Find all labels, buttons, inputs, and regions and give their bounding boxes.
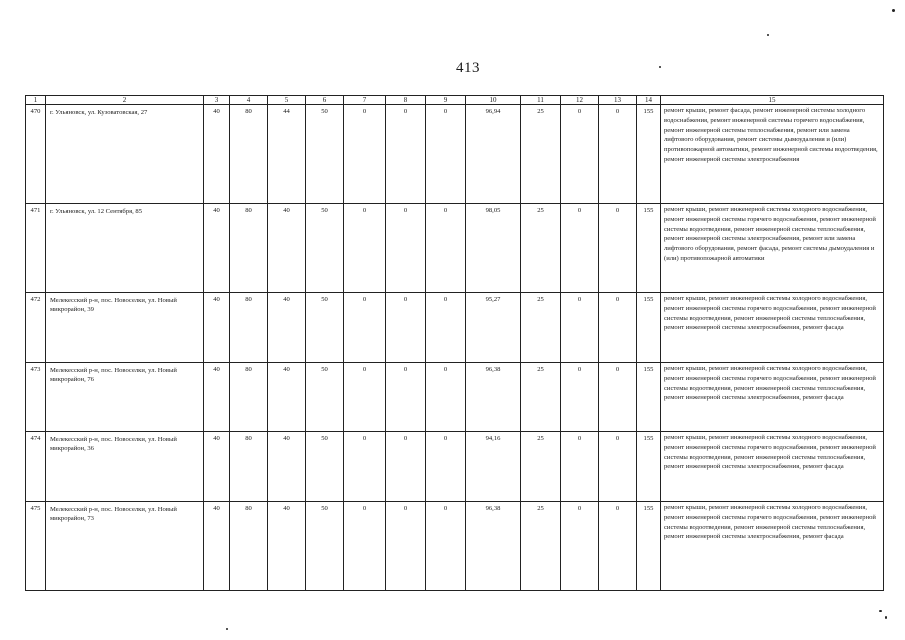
- value-cell: 0: [426, 502, 466, 591]
- row-number: 473: [26, 363, 46, 432]
- value-cell: 40: [268, 502, 306, 591]
- scan-speck: [892, 9, 895, 12]
- value-cell: 0: [386, 204, 426, 293]
- value-cell: 0: [386, 502, 426, 591]
- value-cell: 0: [344, 204, 386, 293]
- value-cell: 96,94: [466, 105, 521, 204]
- column-header: 14: [637, 96, 661, 105]
- column-header: 11: [521, 96, 561, 105]
- row-number: 474: [26, 432, 46, 502]
- value-cell: 0: [561, 293, 599, 363]
- table-row: [26, 293, 884, 363]
- column-header: 9: [426, 96, 466, 105]
- value-cell: 50: [306, 105, 344, 204]
- value-cell: 0: [344, 293, 386, 363]
- works-cell: ремонт крыши, ремонт инженерной системы холодного водоснабжения, ремонт инженерной системы горячего водоснабжения, ремонт инженерной системы водоотведения, ремонт инженерной системы теплоснабжения, ремонт инженерной системы электроснабжения, ремонт или замена лифтового оборудования, ремонт фасада, ремонт системы дымоудаления и (или) противопожарной автоматики: [661, 204, 884, 293]
- column-header: 2: [46, 96, 204, 105]
- value-cell: 96,38: [466, 363, 521, 432]
- value-cell: 0: [599, 363, 637, 432]
- value-cell: 0: [561, 204, 599, 293]
- value-cell: 25: [521, 363, 561, 432]
- value-cell: 0: [599, 204, 637, 293]
- column-header: 10: [466, 96, 521, 105]
- value-cell: 80: [230, 293, 268, 363]
- value-cell: 0: [561, 105, 599, 204]
- value-cell: 0: [344, 502, 386, 591]
- address-cell: г. Ульяновск, ул. Кузоватовская, 27: [46, 105, 204, 204]
- value-cell: 0: [561, 432, 599, 502]
- column-header: 6: [306, 96, 344, 105]
- value-cell: 155: [637, 105, 661, 204]
- value-cell: 50: [306, 204, 344, 293]
- value-cell: 155: [637, 293, 661, 363]
- value-cell: 50: [306, 363, 344, 432]
- value-cell: 0: [561, 502, 599, 591]
- column-header: 8: [386, 96, 426, 105]
- table-row: [26, 363, 884, 432]
- address-cell: г. Ульяновск, ул. 12 Сентября, 85: [46, 204, 204, 293]
- value-cell: 80: [230, 502, 268, 591]
- address-cell: Мелекесский р-н, пос. Новоселки, ул. Новый микрорайон, 36: [46, 432, 204, 502]
- value-cell: 80: [230, 363, 268, 432]
- value-cell: 40: [204, 363, 230, 432]
- value-cell: 40: [268, 204, 306, 293]
- value-cell: 0: [344, 363, 386, 432]
- value-cell: 50: [306, 432, 344, 502]
- value-cell: 80: [230, 432, 268, 502]
- value-cell: 0: [599, 502, 637, 591]
- value-cell: 50: [306, 502, 344, 591]
- scan-speck: [767, 34, 769, 36]
- column-header: 7: [344, 96, 386, 105]
- value-cell: 40: [204, 293, 230, 363]
- works-cell: ремонт крыши, ремонт инженерной системы холодного водоснабжения, ремонт инженерной системы горячего водоснабжения, ремонт инженерной системы водоотведения, ремонт инженерной системы теплоснабжения, ремонт инженерной системы электроснабжения, ремонт фасада: [661, 502, 884, 591]
- value-cell: 25: [521, 204, 561, 293]
- value-cell: 0: [599, 432, 637, 502]
- column-header: 1: [26, 96, 46, 105]
- row-number: 472: [26, 293, 46, 363]
- value-cell: 25: [521, 502, 561, 591]
- value-cell: 94,16: [466, 432, 521, 502]
- works-cell: ремонт крыши, ремонт фасада, ремонт инженерной системы холодного водоснабжения, ремонт инженерной системы горячего водоснабжения, ремонт инженерной системы теплоснабжения, ремонт или замена лифтового оборудования, ремонт системы дымоудаления и (или) противопожарной автоматики, ремонт инженерной системы водоотведения, ремонт инженерной системы электроснабжения: [661, 105, 884, 204]
- value-cell: 40: [268, 293, 306, 363]
- row-number: 470: [26, 105, 46, 204]
- scan-speck: [885, 616, 887, 619]
- row-number: 471: [26, 204, 46, 293]
- value-cell: 95,27: [466, 293, 521, 363]
- value-cell: 25: [521, 432, 561, 502]
- value-cell: 25: [521, 293, 561, 363]
- scan-speck: [226, 628, 228, 630]
- value-cell: 155: [637, 204, 661, 293]
- column-header: 15: [661, 96, 884, 105]
- value-cell: 0: [344, 432, 386, 502]
- value-cell: 0: [386, 293, 426, 363]
- value-cell: 80: [230, 105, 268, 204]
- value-cell: 40: [204, 105, 230, 204]
- value-cell: 0: [426, 363, 466, 432]
- table-row: [26, 432, 884, 502]
- works-cell: ремонт крыши, ремонт инженерной системы холодного водоснабжения, ремонт инженерной системы горячего водоснабжения, ремонт инженерной системы водоотведения, ремонт инженерной системы теплоснабжения, ремонт инженерной системы электроснабжения, ремонт фасада: [661, 432, 884, 502]
- column-header: 4: [230, 96, 268, 105]
- value-cell: 155: [637, 363, 661, 432]
- address-cell: Мелекесский р-н, пос. Новоселки, ул. Новый микрорайон, 73: [46, 502, 204, 591]
- column-header: 13: [599, 96, 637, 105]
- column-header: 3: [204, 96, 230, 105]
- value-cell: 0: [426, 204, 466, 293]
- value-cell: 0: [386, 363, 426, 432]
- value-cell: 0: [599, 105, 637, 204]
- address-cell: Мелекесский р-н, пос. Новоселки, ул. Новый микрорайон, 76: [46, 363, 204, 432]
- value-cell: 44: [268, 105, 306, 204]
- works-cell: ремонт крыши, ремонт инженерной системы холодного водоснабжения, ремонт инженерной системы горячего водоснабжения, ремонт инженерной системы водоотведения, ремонт инженерной системы теплоснабжения, ремонт инженерной системы электроснабжения, ремонт фасада: [661, 363, 884, 432]
- value-cell: 0: [426, 293, 466, 363]
- row-number: 475: [26, 502, 46, 591]
- value-cell: 98,05: [466, 204, 521, 293]
- column-header: 5: [268, 96, 306, 105]
- value-cell: 80: [230, 204, 268, 293]
- value-cell: 50: [306, 293, 344, 363]
- value-cell: 40: [268, 363, 306, 432]
- value-cell: 40: [204, 204, 230, 293]
- works-cell: ремонт крыши, ремонт инженерной системы холодного водоснабжения, ремонт инженерной системы горячего водоснабжения, ремонт инженерной системы водоотведения, ремонт инженерной системы теплоснабжения, ремонт инженерной системы электроснабжения, ремонт фасада: [661, 293, 884, 363]
- table-row: [26, 502, 884, 591]
- address-cell: Мелекесский р-н, пос. Новоселки, ул. Новый микрорайон, 39: [46, 293, 204, 363]
- value-cell: 40: [268, 432, 306, 502]
- value-cell: 0: [344, 105, 386, 204]
- value-cell: 155: [637, 502, 661, 591]
- column-header-row: [26, 96, 884, 105]
- value-cell: 0: [599, 293, 637, 363]
- value-cell: 0: [386, 432, 426, 502]
- value-cell: 40: [204, 432, 230, 502]
- value-cell: 0: [426, 105, 466, 204]
- page-number: 413: [456, 60, 480, 76]
- column-header: 12: [561, 96, 599, 105]
- value-cell: 0: [386, 105, 426, 204]
- table-row: [26, 105, 884, 204]
- scan-speck: [659, 66, 661, 68]
- value-cell: 96,38: [466, 502, 521, 591]
- registry-table: [25, 95, 884, 591]
- value-cell: 155: [637, 432, 661, 502]
- value-cell: 0: [426, 432, 466, 502]
- value-cell: 25: [521, 105, 561, 204]
- scan-speck: [879, 610, 882, 612]
- value-cell: 0: [561, 363, 599, 432]
- value-cell: 40: [204, 502, 230, 591]
- table-row: [26, 204, 884, 293]
